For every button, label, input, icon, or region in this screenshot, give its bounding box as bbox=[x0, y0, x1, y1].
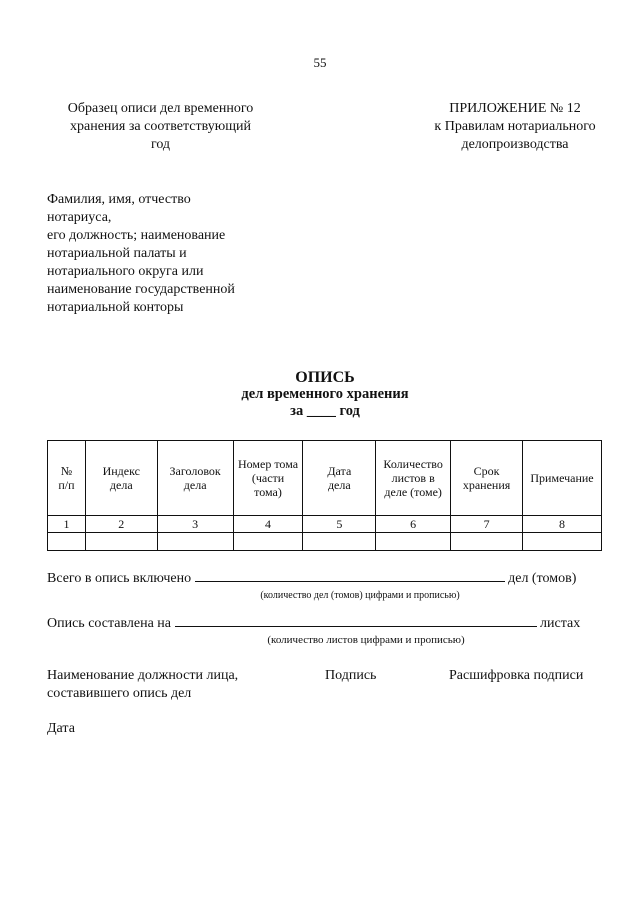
total-cases-blank bbox=[195, 581, 505, 582]
title-line-3: за ____ год bbox=[290, 403, 360, 419]
position-label-line: Наименование должности лица, bbox=[47, 668, 239, 683]
header-text: хранения bbox=[462, 478, 511, 492]
column-header-note bbox=[523, 441, 602, 516]
signature-decode-label: Расшифровка подписи bbox=[449, 668, 584, 683]
form-sample-caption-line: хранения за соответствующий bbox=[70, 119, 251, 134]
document-title bbox=[0, 369, 640, 420]
appendix-caption bbox=[415, 100, 615, 154]
date-label: Дата bbox=[47, 721, 75, 736]
table-cell bbox=[157, 533, 233, 551]
column-number: 3 bbox=[157, 516, 233, 533]
header-text: Индекс bbox=[102, 464, 140, 478]
notary-details-block bbox=[47, 191, 287, 317]
table-cell bbox=[303, 533, 376, 551]
table-cell bbox=[376, 533, 451, 551]
header-text: Примечание bbox=[530, 471, 594, 485]
sheets-blank bbox=[175, 626, 537, 627]
column-number: 2 bbox=[85, 516, 157, 533]
total-cases-hint: (количество дел (томов) цифрами и прописью) bbox=[260, 590, 460, 601]
form-sample-caption-line: Образец описи дел временного bbox=[67, 101, 254, 116]
header-text: Номер тома bbox=[237, 457, 299, 471]
table-cell bbox=[523, 533, 602, 551]
column-number: 4 bbox=[233, 516, 303, 533]
notary-details-line: нотариальной палаты и bbox=[47, 246, 187, 261]
header-text: п/п bbox=[58, 478, 75, 492]
inventory-table bbox=[47, 440, 602, 551]
column-number: 8 bbox=[523, 516, 602, 533]
notary-details-line: нотариуса, bbox=[47, 210, 112, 225]
notary-details-line: его должность; наименование bbox=[47, 228, 226, 243]
table-row bbox=[48, 533, 602, 551]
column-number-row bbox=[48, 516, 602, 533]
column-header-volume bbox=[233, 441, 303, 516]
sheets-hint: (количество листов цифрами и прописью) bbox=[267, 634, 465, 646]
title-line-2: дел временного хранения bbox=[241, 386, 409, 402]
column-header-retention bbox=[451, 441, 523, 516]
position-label bbox=[47, 667, 238, 703]
notary-details-line: Фамилия, имя, отчество bbox=[47, 192, 191, 207]
table-cell bbox=[85, 533, 157, 551]
column-header-sheets bbox=[376, 441, 451, 516]
table-cell bbox=[451, 533, 523, 551]
form-sample-caption bbox=[48, 100, 273, 154]
column-header-index bbox=[85, 441, 157, 516]
header-text: дела bbox=[327, 478, 351, 492]
header-text: дела bbox=[183, 478, 207, 492]
total-cases-line bbox=[47, 571, 576, 587]
total-cases-unit: дел (томов) bbox=[508, 571, 577, 586]
sheets-label: Опись составлена на bbox=[47, 616, 172, 631]
notary-details-line: нотариального округа или bbox=[47, 264, 204, 279]
page-number: 55 bbox=[313, 55, 327, 70]
column-number: 5 bbox=[303, 516, 376, 533]
notary-details-line: наименование государственной bbox=[47, 282, 235, 297]
table-cell bbox=[48, 533, 86, 551]
header-text: тома) bbox=[254, 485, 282, 499]
column-number: 7 bbox=[451, 516, 523, 533]
column-number: 6 bbox=[376, 516, 451, 533]
total-cases-label: Всего в опись включено bbox=[47, 571, 192, 586]
signature-label: Подпись bbox=[325, 668, 377, 683]
appendix-caption-line: ПРИЛОЖЕНИЕ № 12 bbox=[449, 101, 581, 116]
sheets-line bbox=[47, 616, 580, 632]
position-label-line: составившего опись дел bbox=[47, 686, 192, 701]
title-line-1: ОПИСЬ bbox=[295, 369, 355, 386]
column-number: 1 bbox=[48, 516, 86, 533]
form-sample-caption-line: год bbox=[150, 137, 171, 152]
column-header-date bbox=[303, 441, 376, 516]
notary-details-line: нотариальной конторы bbox=[47, 300, 184, 315]
header-text: Заголовок bbox=[169, 464, 221, 478]
appendix-caption-line: к Правилам нотариального bbox=[434, 119, 596, 134]
header-text: Количество bbox=[383, 457, 443, 471]
column-header-number bbox=[48, 441, 86, 516]
column-header-title bbox=[157, 441, 233, 516]
header-text: листов в bbox=[391, 471, 435, 485]
header-text: (части bbox=[251, 471, 285, 485]
table-cell bbox=[233, 533, 303, 551]
sheets-unit: листах bbox=[540, 616, 581, 631]
header-text: Дата bbox=[327, 464, 352, 478]
header-text: № bbox=[60, 464, 73, 478]
header-text: деле (томе) bbox=[384, 485, 442, 499]
table-header-row bbox=[48, 441, 602, 516]
header-text: дела bbox=[109, 478, 133, 492]
header-text: Срок bbox=[473, 464, 500, 478]
appendix-caption-line: делопроизводства bbox=[461, 137, 569, 152]
